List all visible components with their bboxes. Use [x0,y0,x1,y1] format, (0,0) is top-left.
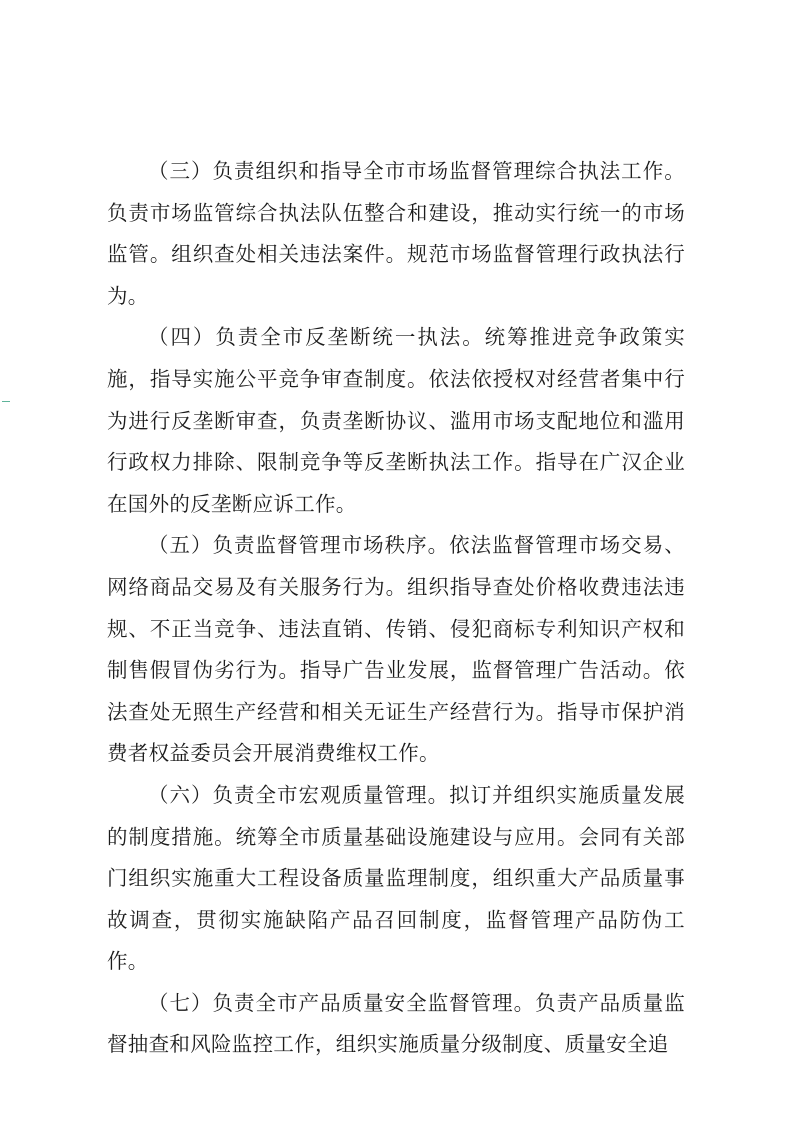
document-body [107,151,685,1066]
scan-margin-mark [2,401,10,402]
paragraph-5-market-order: （五）负责监督管理市场秩序。依法监督管理市场交易、网络商品交易及有关服务行为。组织指导查处价格收费违法违规、不正当竞争、违法直销、传销、侵犯商标专利知识产权和制售假冒伪劣行为。指导广告业发展，监督管理广告活动。依法查处无照生产经营和相关无证生产经营行为。指导市保护消费者权益委员会开展消费维权工作。 [107,533,685,766]
paragraph-6-quality-management: （六）负责全市宏观质量管理。拟订并组织实施质量发展的制度措施。统筹全市质量基础设施建设与应用。会同有关部门组织实施重大工程设备质量监理制度，组织重大产品质量事故调查，贯彻实施缺陷产品召回制度，监督管理产品防伪工作。 [107,782,685,974]
paragraph-4-anti-monopoly: （四）负责全市反垄断统一执法。统筹推进竞争政策实施，指导实施公平竞争审查制度。依法依授权对经营者集中行为进行反垄断审查，负责垄断协议、滥用市场支配地位和滥用行政权力排除、限制竞争等反垄断执法工作。指导在广汉企业在国外的反垄断应诉工作。 [107,325,685,516]
paragraph-3-comprehensive-enforcement: （三）负责组织和指导全市市场监督管理综合执法工作。负责市场监管综合执法队伍整合和建设，推动实行统一的市场监管。组织查处相关违法案件。规范市场监督管理行政执法行为。 [107,159,685,308]
paragraph-7-product-quality-safety: （七）负责全市产品质量安全监督管理。负责产品质量监督抽查和风险监控工作，组织实施质量分级制度、质量安全追 [107,990,685,1057]
